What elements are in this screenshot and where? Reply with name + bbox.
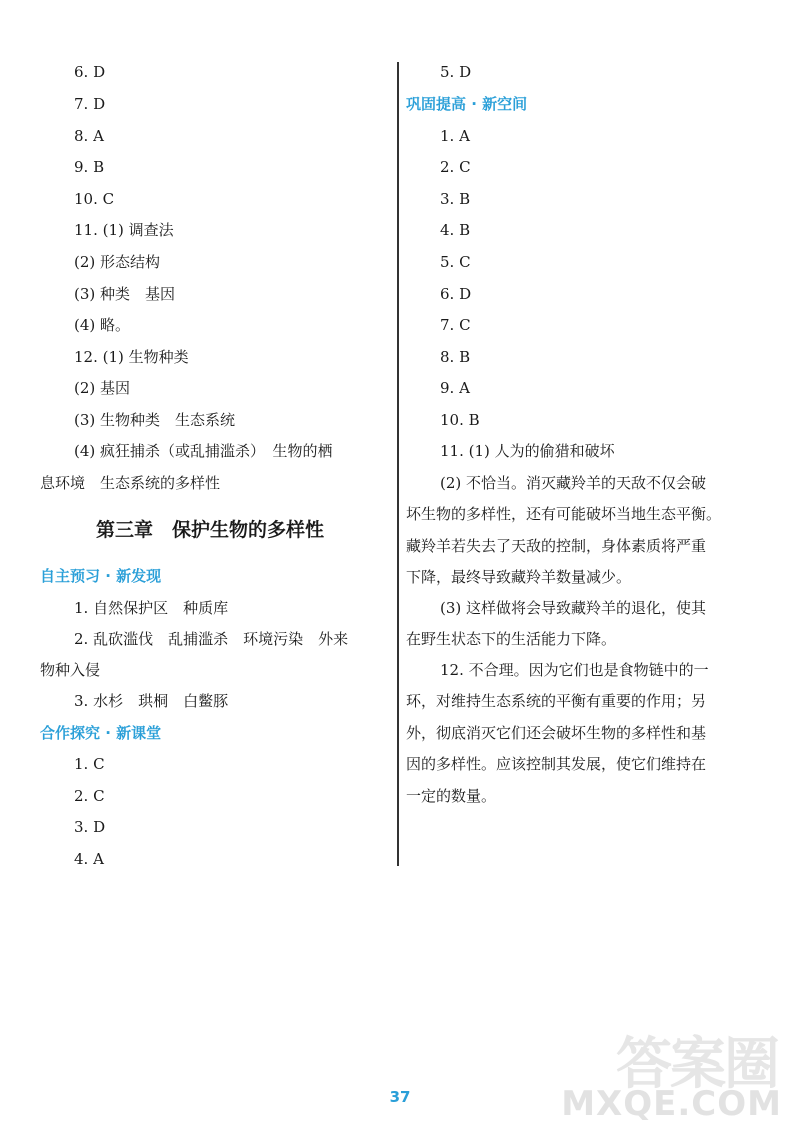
answer-line: 4. B [440,221,471,239]
answer-line: 3. 水杉 珙桐 白鳖豚 [74,692,229,710]
chapter-title: 第三章 保护生物的多样性 [96,519,325,541]
answer-line: 7. C [440,316,471,334]
answer-line: 6. D [74,63,106,81]
answer-line: 6. D [440,285,472,303]
watermark-bottom-text: MXQE.COM [561,1084,782,1124]
answer-line: 3. B [440,190,471,208]
answer-line: 10. C [74,190,115,208]
answer-line: 11. (1) 调查法 [74,221,174,239]
answer-line: 12. 不合理。因为它们也是食物链中的一 [440,661,709,679]
answer-line: 在野生状态下的生活能力下降。 [406,630,617,648]
answer-line: 外，彻底消灭它们还会破坏生物的多样性和基 [406,724,707,742]
answer-line: 5. C [440,253,471,271]
section-title: 巩固提高 · 新空间 [406,95,528,113]
answer-line: 藏羚羊若失去了天敌的控制，身体素质将严重 [406,537,707,555]
answer-line: 11. (1) 人为的偷猎和破坏 [440,442,615,460]
answer-line: 物种入侵 [40,661,101,679]
answer-line: (2) 基因 [74,379,131,397]
watermark-top-text: 答案圈 [616,1032,778,1097]
answer-line: 5. D [440,63,472,81]
answer-line: 坏生物的多样性，还有可能破坏当地生态平衡。 [406,505,722,523]
answer-line: 下降，最终导致藏羚羊数量减少。 [406,568,632,586]
answer-line: 1. A [440,127,470,145]
answer-line: (2) 形态结构 [74,253,161,271]
answer-line: 8. B [440,348,471,366]
column-divider [397,62,399,866]
watermark-logo [561,1020,786,1130]
answer-line: 2. C [440,158,471,176]
answer-line: 息环境 生态系统的多样性 [40,474,221,492]
answer-line: (3) 种类 基因 [74,285,176,303]
page-number: 37 [389,1088,411,1106]
answer-line: 7. D [74,95,106,113]
answer-line: 9. B [74,158,105,176]
answer-line: 因的多样性。应该控制其发展，使它们维持在 [406,755,707,773]
answer-line: 4. A [74,850,104,868]
section-title: 自主预习 · 新发现 [40,567,162,585]
answer-line: 10. B [440,411,480,429]
answer-line: (3) 生物种类 生态系统 [74,411,236,429]
answer-line: 3. D [74,818,106,836]
answer-line: 1. C [74,755,105,773]
answer-line: 8. A [74,127,104,145]
answer-line: 9. A [440,379,470,397]
answer-line: 2. 乱砍滥伐 乱捕滥杀 环境污染 外来 [74,630,349,648]
answer-line: 2. C [74,787,105,805]
answer-line: (2) 不恰当。消灭藏羚羊的天敌不仅会破 [440,474,707,492]
answer-line: (4) 略。 [74,316,131,334]
answer-line: 环，对维持生态系统的平衡有重要的作用；另 [406,692,707,710]
section-title: 合作探究 · 新课堂 [40,724,162,742]
answer-line: 12. (1) 生物种类 [74,348,189,366]
answer-line: 1. 自然保护区 种质库 [74,599,229,617]
answer-line: 一定的数量。 [406,787,497,805]
answer-line: (3) 这样做将会导致藏羚羊的退化，使其 [440,599,707,617]
answer-line: (4) 疯狂捕杀（或乱捕滥杀） 生物的栖 [74,442,333,460]
